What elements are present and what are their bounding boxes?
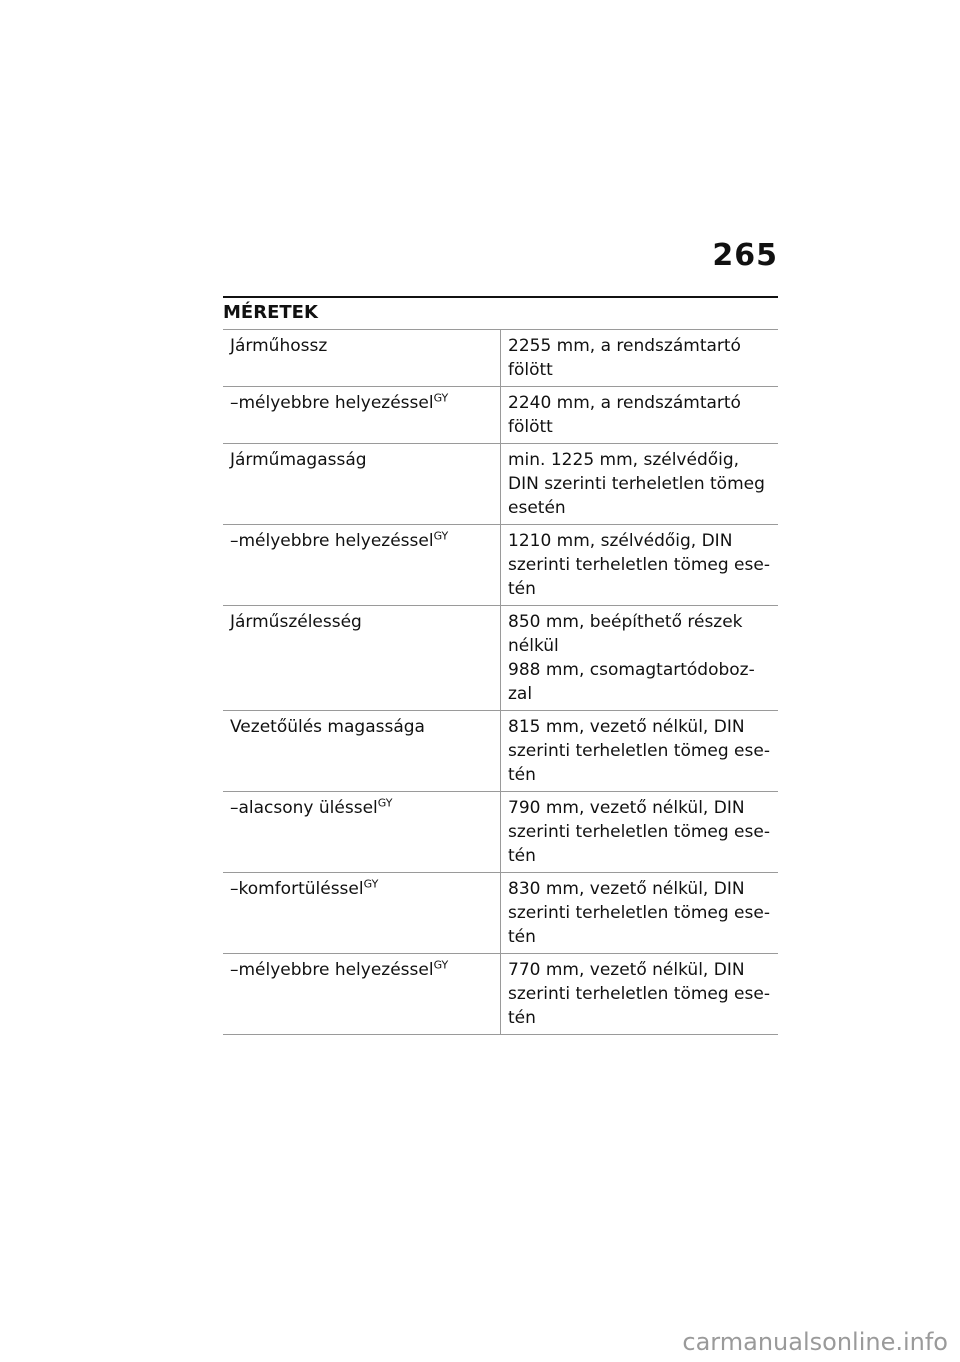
footnote-marker: GY [363, 877, 379, 891]
row-label: –mélyebbre helyezéssel [230, 531, 434, 551]
row-value: 770 mm, vezető nélkül, DIN szerinti terheletlen tömeg ese-tén [508, 960, 770, 1028]
row-value-cell [501, 387, 779, 444]
table-row [223, 444, 778, 525]
watermark: carmanualsonline.info [682, 1328, 948, 1356]
footnote-marker: GY [433, 958, 449, 972]
table-row [223, 954, 778, 1035]
row-label-cell [223, 606, 501, 711]
row-label-cell [223, 330, 501, 387]
table-row [223, 330, 778, 387]
row-label: –mélyebbre helyezéssel [230, 960, 434, 980]
section-title: MÉRETEK [223, 296, 778, 323]
row-value-cell [501, 711, 779, 792]
row-value: 1210 mm, szélvédőig, DIN szerinti terheletlen tömeg ese-tén [508, 531, 770, 599]
row-value-cell [501, 954, 779, 1035]
row-value: 830 mm, vezető nélkül, DIN szerinti terheletlen tömeg ese-tén [508, 879, 770, 947]
row-value-cell [501, 873, 779, 954]
row-value-cell [501, 606, 779, 711]
row-value-cell [501, 330, 779, 387]
row-value: 2240 mm, a rendszámtartó fölött [508, 393, 741, 437]
row-label-cell [223, 444, 501, 525]
row-value-cell [501, 444, 779, 525]
table-row [223, 387, 778, 444]
row-value: 988 mm, csomagtartódoboz-zal [508, 660, 755, 704]
row-label-cell [223, 711, 501, 792]
row-label: –alacsony üléssel [230, 798, 378, 818]
table-row [223, 792, 778, 873]
footnote-marker: GY [433, 391, 449, 405]
row-label: Járműhossz [230, 336, 328, 356]
row-value-cell [501, 525, 779, 606]
footnote-marker: GY [433, 529, 449, 543]
row-label: Járműszélesség [230, 612, 362, 632]
footnote-marker: GY [377, 796, 393, 810]
row-value-cell [501, 792, 779, 873]
row-label-cell [223, 954, 501, 1035]
table-row [223, 711, 778, 792]
row-label: –mélyebbre helyezéssel [230, 393, 434, 413]
table-row [223, 606, 778, 711]
row-value: 850 mm, beépíthető részek nélkül [508, 612, 743, 656]
page-number: 265 [712, 238, 778, 273]
row-value: 2255 mm, a rendszámtartó fölött [508, 336, 741, 380]
row-label-cell [223, 873, 501, 954]
table-row [223, 525, 778, 606]
row-value: 790 mm, vezető nélkül, DIN szerinti terheletlen tömeg ese-tén [508, 798, 770, 866]
row-value: 815 mm, vezető nélkül, DIN szerinti terheletlen tömeg ese-tén [508, 717, 770, 785]
row-label-cell [223, 792, 501, 873]
row-label: Vezetőülés magassága [230, 717, 425, 737]
row-label-cell [223, 525, 501, 606]
row-label: Járműmagasság [230, 450, 367, 470]
row-label: –komfortüléssel [230, 879, 364, 899]
dimensions-table [223, 329, 778, 1035]
table-row [223, 873, 778, 954]
row-value: min. 1225 mm, szélvédőig, DIN szerinti terheletlen tömeg esetén [508, 450, 765, 518]
row-label-cell [223, 387, 501, 444]
